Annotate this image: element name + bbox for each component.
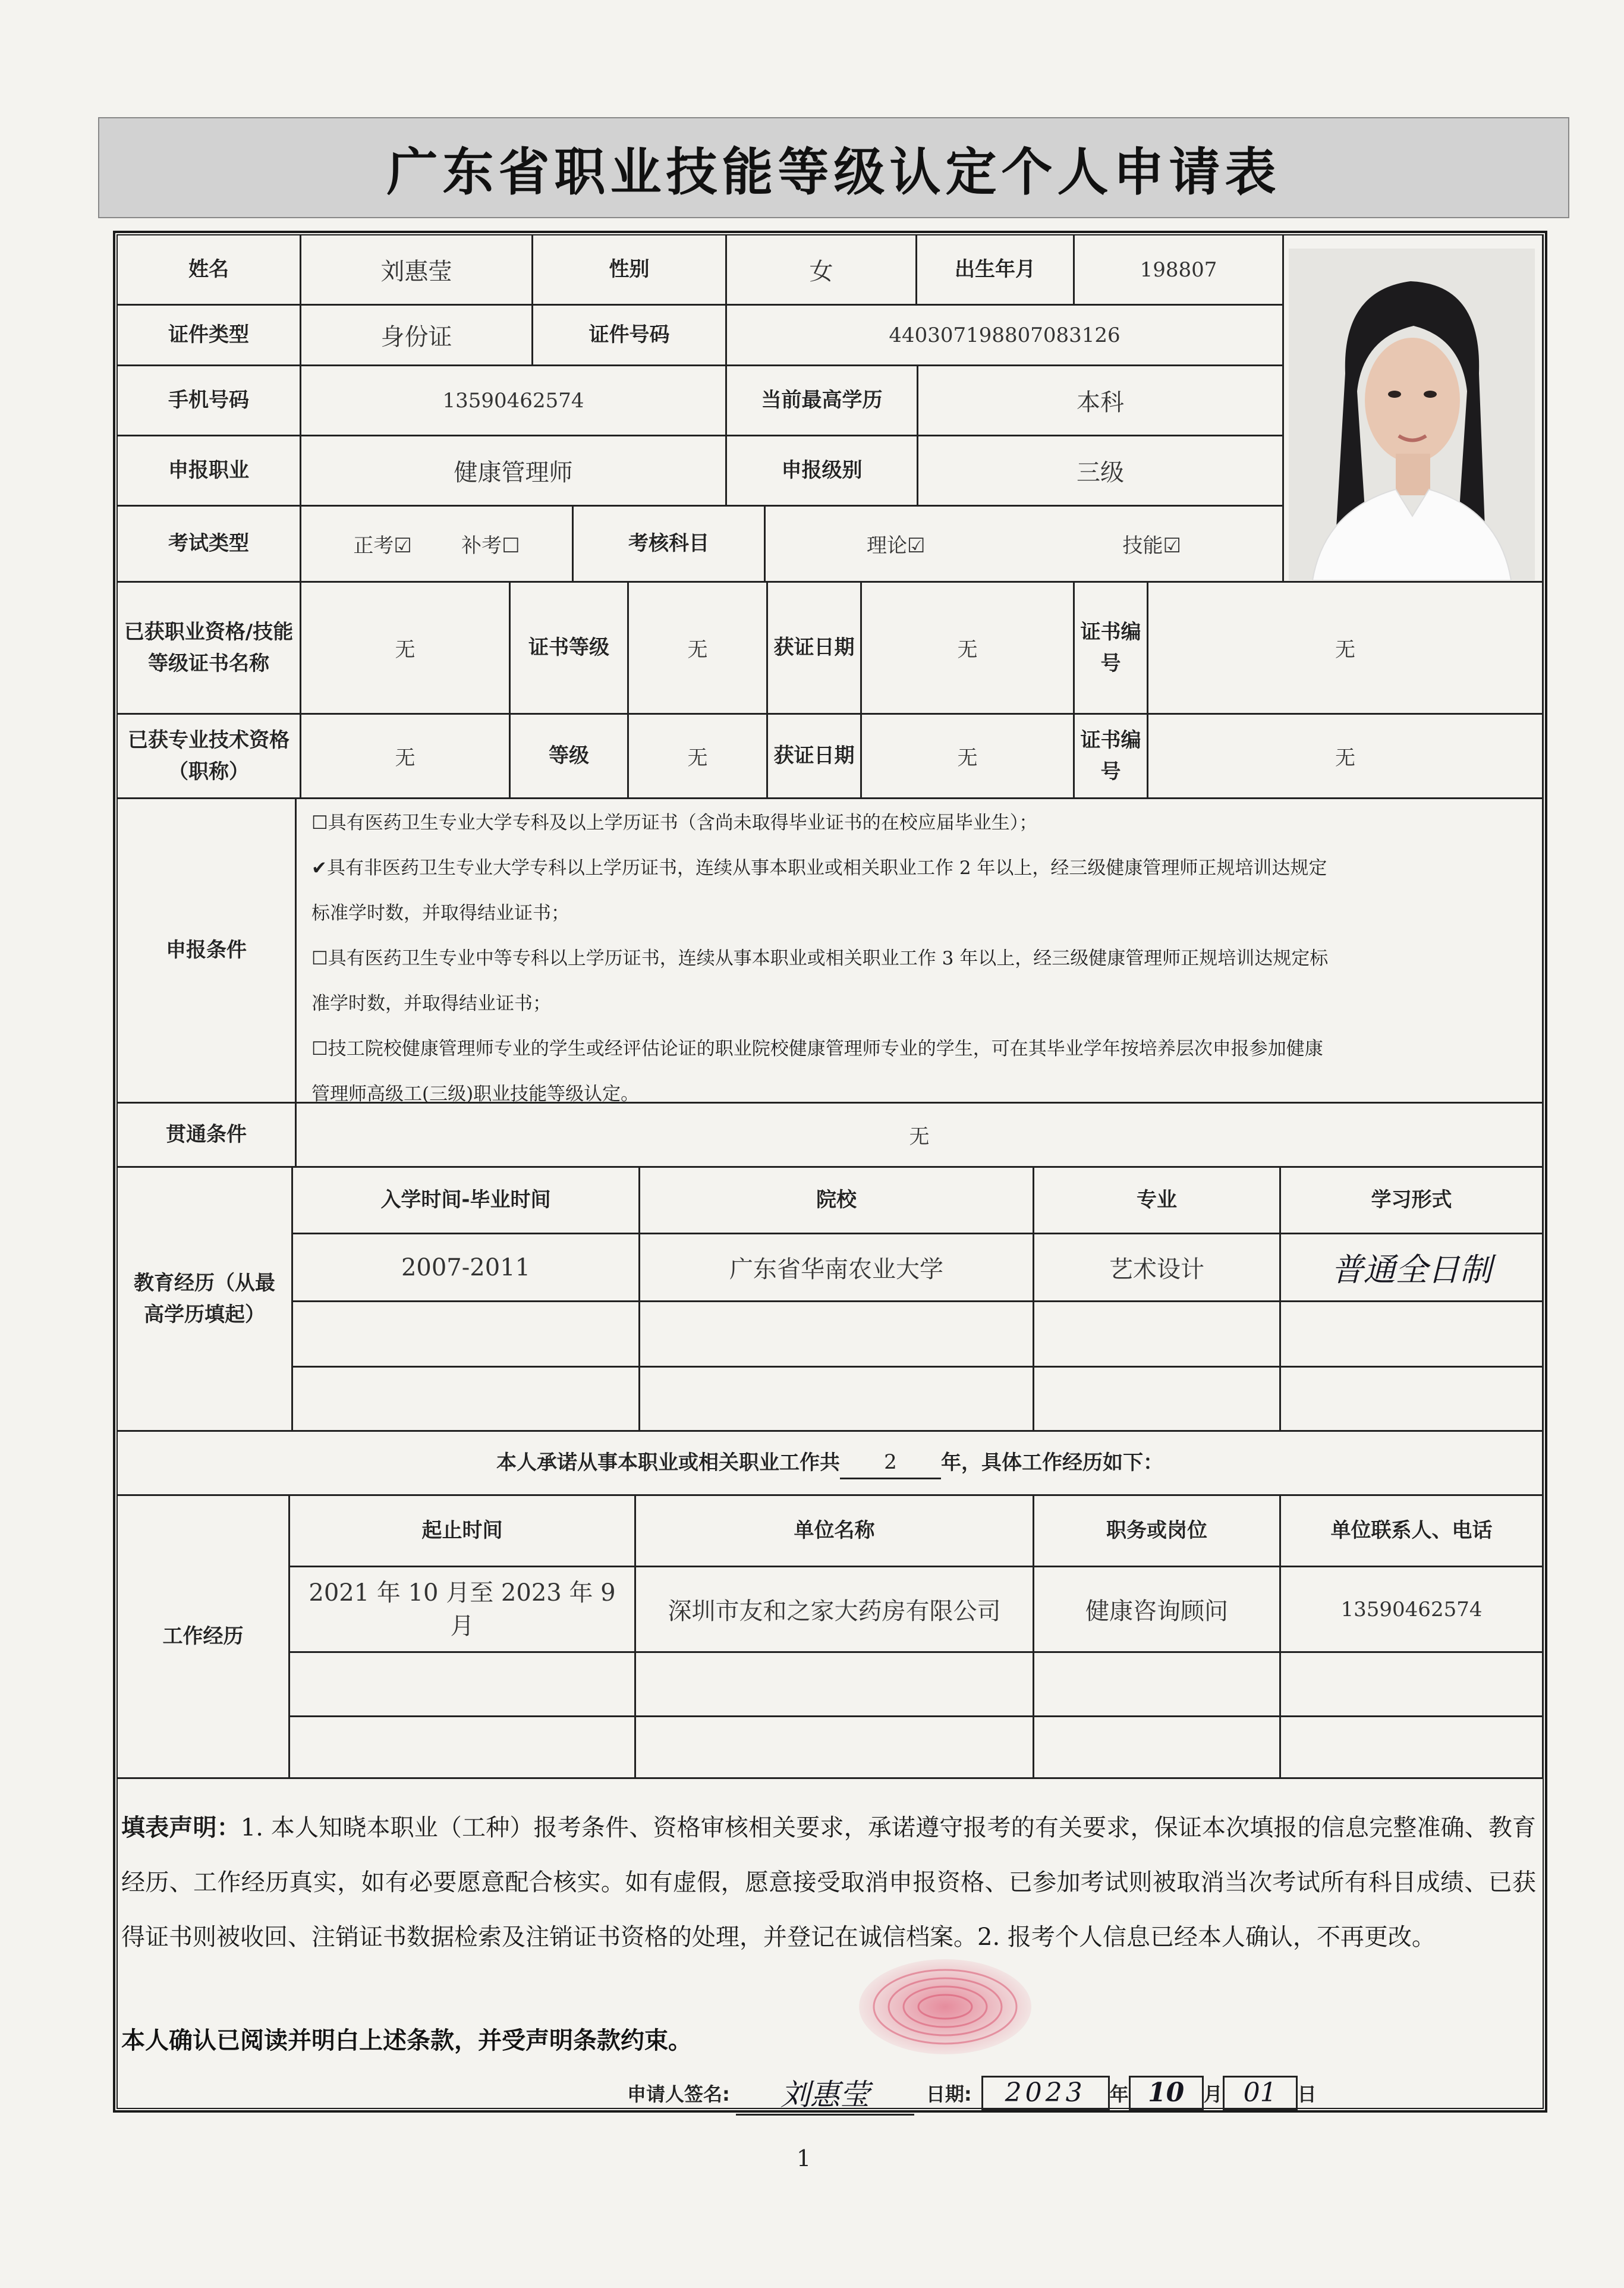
- condition-line: 准学时数，并取得结业证书；: [311, 993, 551, 1014]
- value-level: 三级: [918, 436, 1284, 507]
- edu-empty-cell: [640, 1368, 1034, 1432]
- condition-line: ☐具有医药卫生专业大学专科及以上学历证书（含尚未取得毕业证书的在校应届毕业生）；: [311, 812, 1038, 834]
- form-title-band: [98, 117, 1569, 218]
- label-pro-title: 已获专业技术资格（职称）: [118, 715, 301, 799]
- value-pro-level: 无: [629, 715, 768, 799]
- edu-empty-cell: [293, 1368, 640, 1432]
- label-pro-no: 证书编号: [1075, 715, 1148, 799]
- fingerprint-stamp: [856, 1956, 1034, 2057]
- work-empty-cell: [1281, 1653, 1544, 1717]
- condition-line: 管理师高级工(三级)职业技能等级认定。: [311, 1083, 640, 1105]
- edu-empty-cell: [1034, 1368, 1281, 1432]
- checkbox-makeup-exam[interactable]: 补考☐: [461, 534, 520, 558]
- declaration: [121, 1800, 1536, 1965]
- work-empty-cell: [1281, 1717, 1544, 1779]
- condition-line: ✔具有非医药卫生专业大学专科以上学历证书，连续从事本职业或相关职业工作 2 年以上，经三级健康管理师正规培训达规定: [311, 857, 1327, 879]
- checkbox-skill[interactable]: 技能☑: [1122, 534, 1181, 558]
- edu-major: 艺术设计: [1034, 1234, 1281, 1302]
- value-gender: 女: [727, 235, 917, 306]
- label-level: 申报级别: [727, 436, 918, 507]
- work-commit-years: 2: [840, 1447, 941, 1480]
- date-year: 2023: [981, 2076, 1110, 2110]
- label-cert-name: 已获职业资格/技能等级证书名称: [118, 583, 301, 715]
- edu-school: 广东省华南农业大学: [640, 1234, 1034, 1302]
- value-cert-no: 无: [1148, 583, 1544, 715]
- edu-empty-cell: [640, 1302, 1034, 1368]
- label-cert-date: 获证日期: [768, 583, 862, 715]
- label-cert-no: 证书编号: [1075, 583, 1148, 715]
- work-empty-cell: [290, 1653, 636, 1717]
- label-id-no: 证件号码: [533, 306, 727, 366]
- label-edu-history: 教育经历（从最高学历填起）: [118, 1168, 293, 1432]
- label-pro-date: 获证日期: [768, 715, 862, 799]
- value-name: 刘惠莹: [301, 235, 533, 306]
- value-birth: 198807: [1075, 235, 1284, 306]
- conditions-list: [311, 800, 1536, 1117]
- label-exam-type: 考试类型: [118, 507, 301, 583]
- edu-period: 2007-2011: [293, 1234, 640, 1302]
- edu-empty-cell: [1034, 1302, 1281, 1368]
- value-pro-title: 无: [301, 715, 511, 799]
- value-education: 本科: [918, 366, 1284, 436]
- label-exam-subject: 考核科目: [574, 507, 766, 583]
- edu-empty-cell: [1281, 1302, 1544, 1368]
- date-month: 10: [1129, 2076, 1204, 2110]
- work-period: 2021 年 10 月至 2023 年 9 月: [290, 1567, 636, 1653]
- exam-subject-options: [766, 507, 1284, 583]
- value-occupation: 健康管理师: [301, 436, 727, 507]
- work-header: 单位联系人、电话: [1281, 1496, 1544, 1567]
- value-id-no: 440307198807083126: [727, 306, 1284, 366]
- value-cert-date: 无: [862, 583, 1075, 715]
- day-unit: 日: [1297, 2083, 1317, 2105]
- signature-label: 申请人签名:: [627, 2083, 730, 2105]
- value-phone: 13590462574: [301, 366, 727, 436]
- label-occupation: 申报职业: [118, 436, 301, 507]
- label-birth: 出生年月: [917, 235, 1075, 306]
- label-gender: 性别: [533, 235, 727, 306]
- applicant-photo: [1289, 249, 1535, 580]
- exam-type-options: [301, 507, 574, 583]
- signature-name: 刘惠莹: [736, 2071, 914, 2116]
- edu-header: 专业: [1034, 1168, 1281, 1234]
- label-name: 姓名: [118, 235, 301, 306]
- value-through: 无: [297, 1104, 1544, 1168]
- value-pro-no: 无: [1148, 715, 1544, 799]
- work-company: 深圳市友和之家大药房有限公司: [636, 1567, 1034, 1653]
- date-day: 01: [1223, 2076, 1298, 2110]
- edu-header: 院校: [640, 1168, 1034, 1234]
- label-education: 当前最高学历: [727, 366, 918, 436]
- work-commit-pre: 本人承诺从事本职业或相关职业工作共: [496, 1451, 840, 1475]
- label-phone: 手机号码: [118, 366, 301, 436]
- signature-row: [627, 2075, 1317, 2111]
- label-pro-level: 等级: [511, 715, 629, 799]
- edu-header: 入学时间-毕业时间: [293, 1168, 640, 1234]
- condition-line: 标准学时数，并取得结业证书；: [311, 903, 569, 924]
- form-title: 广东省职业技能等级认定个人申请表: [386, 143, 1281, 202]
- label-cert-level: 证书等级: [511, 583, 629, 715]
- label-id-type: 证件类型: [118, 306, 301, 366]
- value-pro-date: 无: [862, 715, 1075, 799]
- work-empty-cell: [1034, 1653, 1281, 1717]
- work-commitment: [118, 1432, 1544, 1496]
- checkbox-theory[interactable]: 理论☑: [867, 534, 926, 558]
- declaration-confirm: 本人确认已阅读并明白上述条款，并受声明条款约束。: [121, 2027, 692, 2054]
- date-label: 日期:: [926, 2083, 972, 2105]
- value-id-type: 身份证: [301, 306, 533, 366]
- declaration-heading: 填表声明：: [121, 1814, 241, 1841]
- condition-line: ☐具有医药卫生专业中等专科以上学历证书，连续从事本职业或相关职业工作 3 年以上，经三级健康管理师正规培训达规定标: [311, 948, 1329, 969]
- work-commit-post: 年，具体工作经历如下：: [941, 1451, 1163, 1475]
- work-empty-cell: [290, 1717, 636, 1779]
- label-through: 贯通条件: [118, 1104, 297, 1168]
- work-header: 单位名称: [636, 1496, 1034, 1567]
- condition-line: ☐技工院校健康管理师专业的学生或经评估论证的职业院校健康管理师专业的学生，可在其毕业学年按培养层次申报参加健康: [311, 1038, 1323, 1060]
- page-number: 1: [797, 2145, 811, 2171]
- value-cert-name: 无: [301, 583, 511, 715]
- year-unit: 年: [1109, 2083, 1129, 2105]
- work-empty-cell: [636, 1653, 1034, 1717]
- label-conditions: 申报条件: [118, 799, 297, 1104]
- work-position: 健康咨询顾问: [1034, 1567, 1281, 1653]
- edu-header: 学习形式: [1281, 1168, 1544, 1234]
- declaration-text: 1. 本人知晓本职业（工种）报考条件、资格审核相关要求，承诺遵守报考的有关要求，保证本次填报的信息完整准确、教育经历、工作经历真实，如有必要愿意配合核实。如有虚假，愿意接受取消申报资格、已参加考试则被取消当次考试所有科目成绩、已获得证书则被收回、注销证书数据检索及注销证书资格的处理，并登记在诚信档案。2. 报考个人信息已经本人确认，不再更改。: [121, 1814, 1536, 1951]
- edu-form-handwritten: 普通全日制: [1281, 1234, 1544, 1302]
- label-work-history: 工作经历: [118, 1496, 290, 1779]
- checkbox-regular-exam[interactable]: 正考☑: [353, 534, 412, 558]
- edu-empty-cell: [293, 1302, 640, 1368]
- value-cert-level: 无: [629, 583, 768, 715]
- work-header: 起止时间: [290, 1496, 636, 1567]
- edu-empty-cell: [1281, 1368, 1544, 1432]
- work-empty-cell: [1034, 1717, 1281, 1779]
- work-contact: 13590462574: [1281, 1567, 1544, 1653]
- work-empty-cell: [636, 1717, 1034, 1779]
- month-unit: 月: [1203, 2083, 1223, 2105]
- work-header: 职务或岗位: [1034, 1496, 1281, 1567]
